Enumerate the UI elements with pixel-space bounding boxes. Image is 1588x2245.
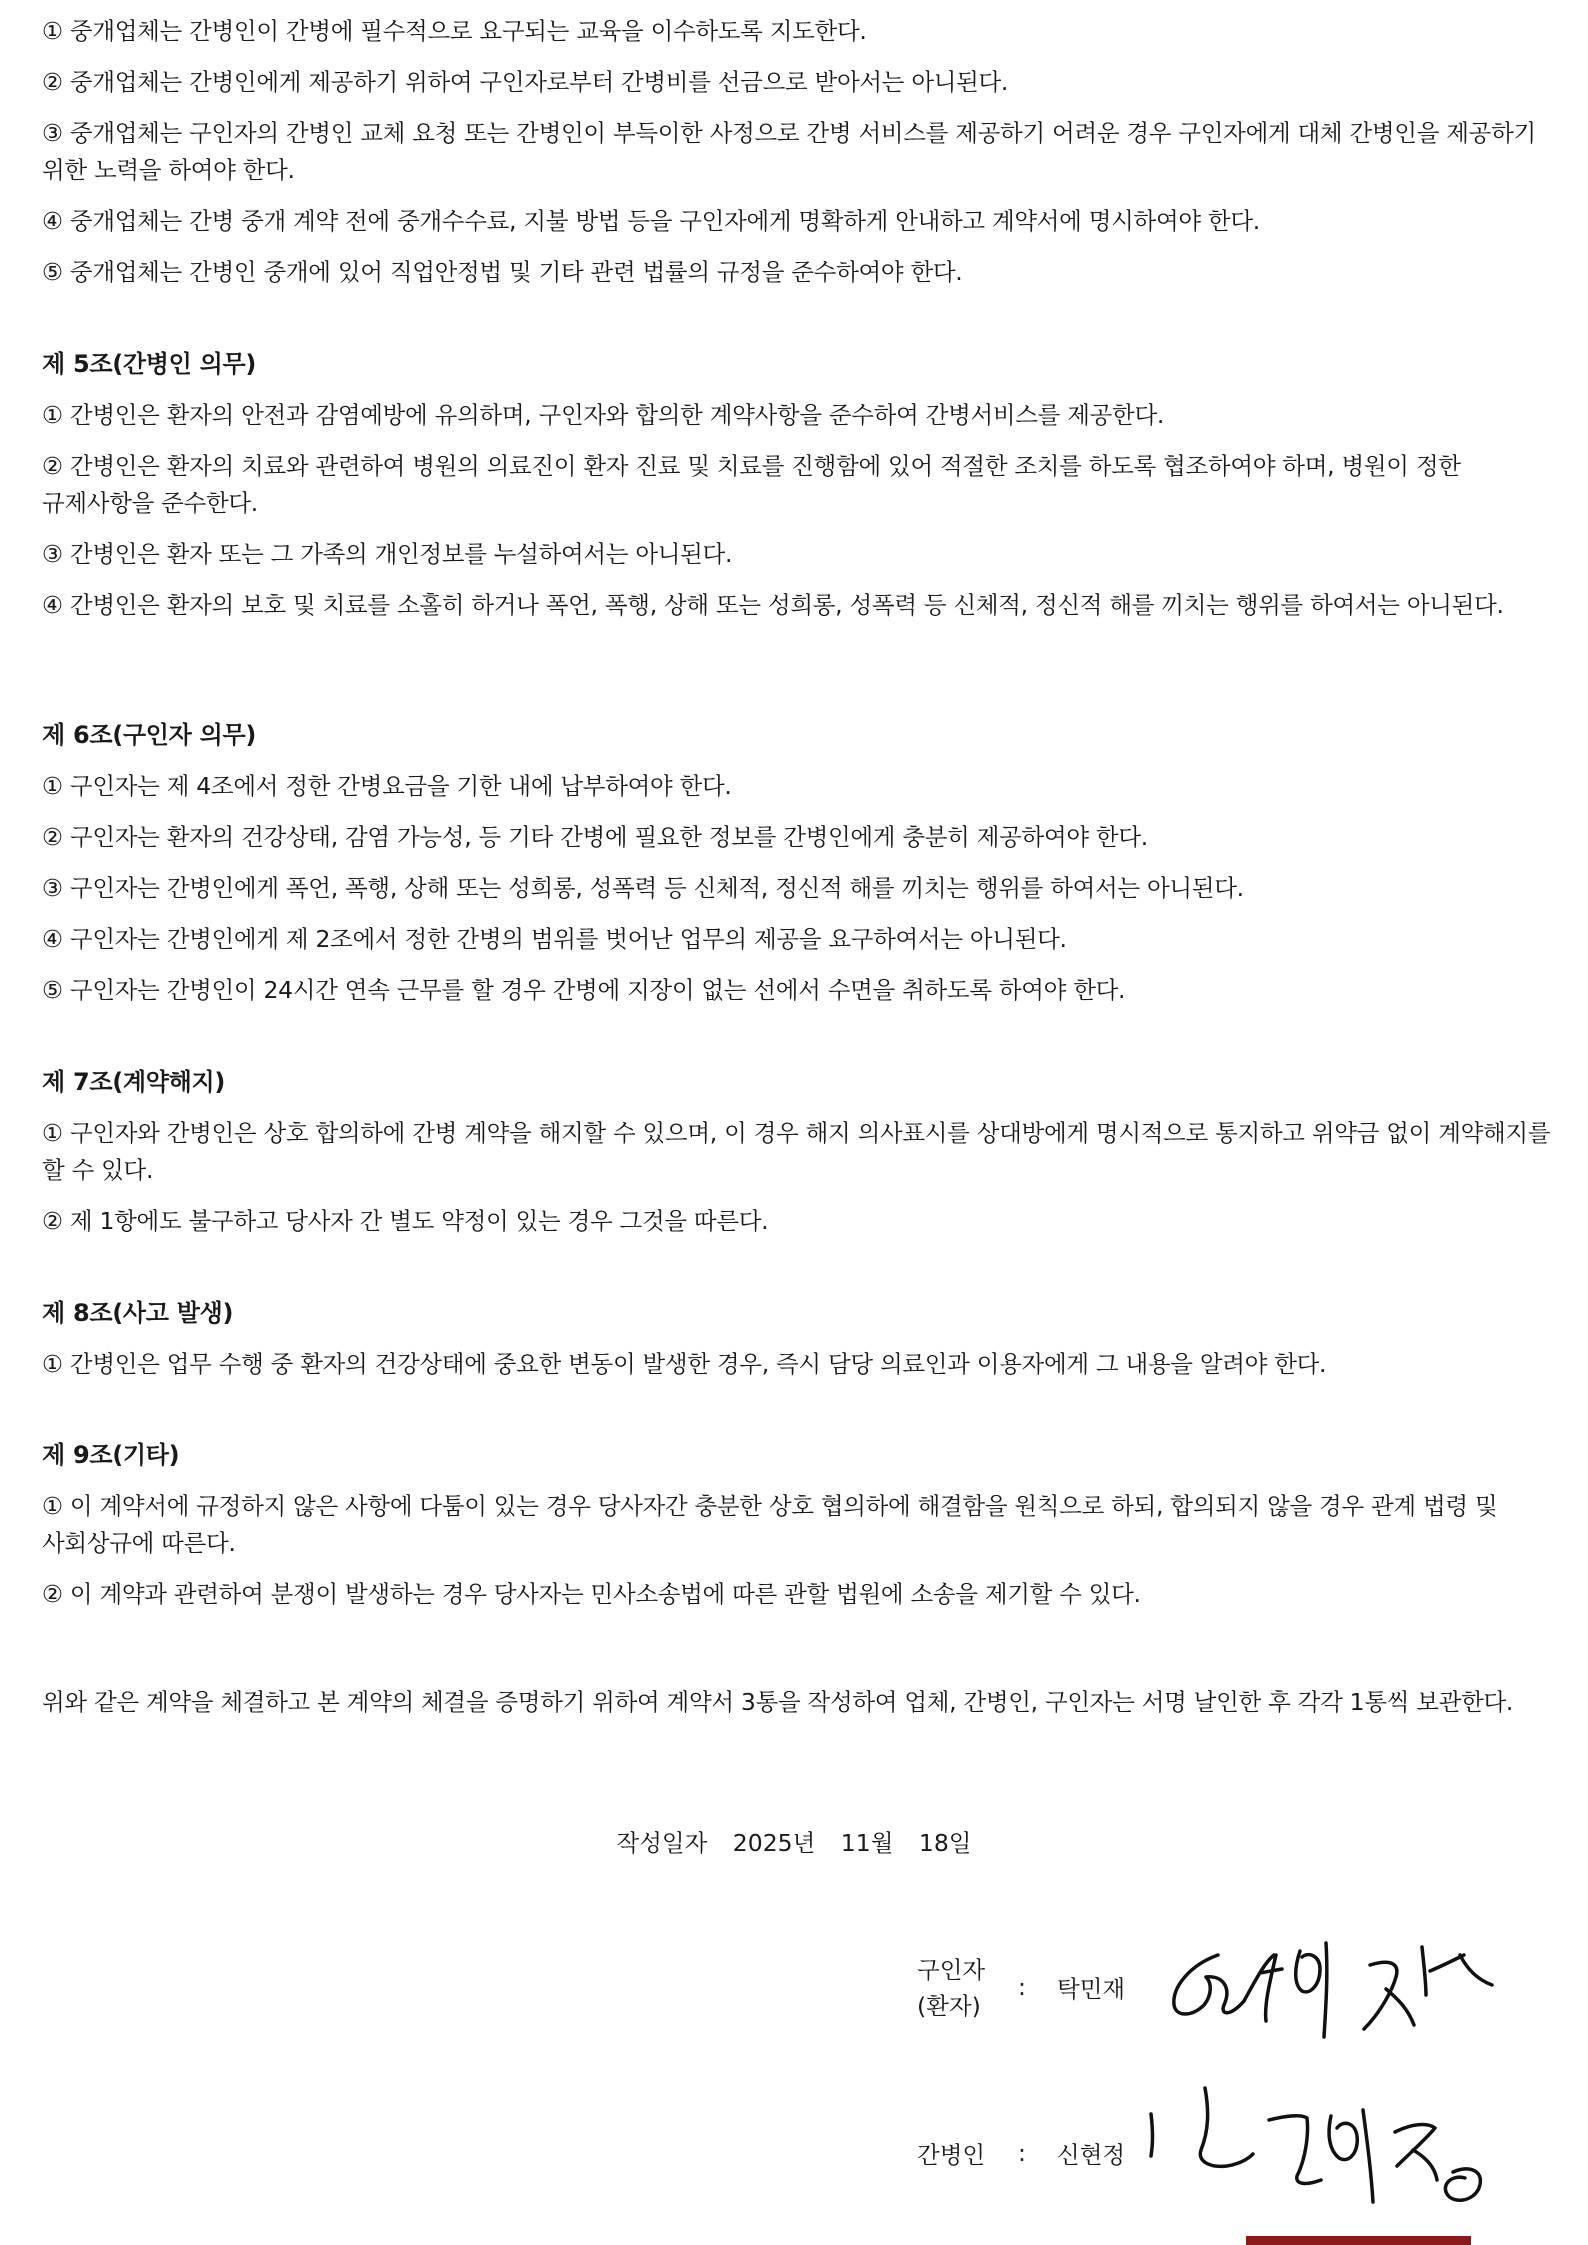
closing-statement: 위와 같은 계약을 체결하고 본 계약의 체결을 증명하기 위하여 계약서 3통을 작성하여 업체, 간병인, 구인자는 서명 날인한 후 각각 1통씩 보관한다. — [42, 1688, 1514, 1716]
clause: ⑤ 구인자는 간병인이 24시간 연속 근무를 할 경우 간병에 지장이 없는 선에서 수면을 취하도록 하여야 한다. — [42, 976, 1126, 1004]
clause: ② 이 계약과 관련하여 분쟁이 발생하는 경우 당사자는 민사소송법에 따른 관할 법원에 소송을 제기할 수 있다. — [42, 1580, 1141, 1608]
article-title: 제 9조(기타) — [42, 1441, 180, 1469]
clause: ④ 중개업체는 간병 중개 계약 전에 중개수수료, 지불 방법 등을 구인자에게 명확하게 안내하고 계약서에 명시하여야 한다. — [42, 207, 1260, 235]
clause: ⑤ 중개업체는 간병인 중개에 있어 직업안정법 및 기타 관련 법률의 규정을 준수하여야 한다. — [42, 258, 963, 286]
clause: ① 중개업체는 간병인이 간병에 필수적으로 요구되는 교육을 이수하도록 지도한다. — [42, 17, 867, 45]
client-label-line2: (환자) — [917, 1992, 981, 2020]
client-label-line1: 구인자 — [917, 1956, 986, 1984]
caregiver-colon: : — [1018, 2139, 1026, 2167]
clause: ① 구인자는 제 4조에서 정한 간병요금을 기한 내에 납부하여야 한다. — [42, 772, 732, 800]
clause: ④ 구인자는 간병인에게 제 2조에서 정한 간병의 범위를 벗어난 업무의 제공을 요구하여서는 아니된다. — [42, 925, 1067, 953]
clause: ① 간병인은 업무 수행 중 환자의 건강상태에 중요한 변동이 발생한 경우, 즉시 담당 의료인과 이용자에게 그 내용을 알려야 한다. — [42, 1350, 1327, 1378]
clause: ③ 간병인은 환자 또는 그 가족의 개인정보를 누설하여서는 아니된다. — [42, 540, 733, 568]
clause: ① 구인자와 간병인은 상호 합의하에 간병 계약을 해지할 수 있으며, 이 경우 해지 의사표시를 상대방에게 명시적으로 통지하고 위약금 없이 계약해지를 할 수 있다. — [42, 1119, 1551, 1184]
client-signature-image — [1160, 1925, 1520, 2045]
date-day: 18일 — [918, 1829, 972, 1857]
article-title: 제 7조(계약해지) — [42, 1068, 226, 1096]
article-title: 제 8조(사고 발생) — [42, 1299, 234, 1327]
page-bottom-bar — [1246, 2236, 1471, 2245]
article4-tail — [42, 13, 1552, 291]
clause: ② 간병인은 환자의 치료와 관련하여 병원의 의료진이 환자 진료 및 치료를 진행함에 있어 적절한 조치를 하도록 협조하여야 하며, 병원이 정한 규제사항을 준수한다. — [42, 452, 1461, 517]
clause: ② 중개업체는 간병인에게 제공하기 위하여 구인자로부터 간병비를 선금으로 받아서는 아니된다. — [42, 68, 1009, 96]
clause: ① 이 계약서에 규정하지 않은 사항에 다툼이 있는 경우 당사자간 충분한 상호 협의하에 해결함을 원칙으로 하되, 합의되지 않을 경우 관계 법령 및 사회상규에 따른다. — [42, 1492, 1498, 1557]
article-title: 제 5조(간병인 의무) — [42, 350, 257, 378]
article5 — [42, 346, 1552, 624]
caregiver-signature-image — [1135, 2080, 1515, 2220]
article6 — [42, 717, 1552, 1009]
article9 — [42, 1437, 1552, 1613]
date-year: 2025년 — [732, 1829, 816, 1857]
clause: ② 구인자는 환자의 건강상태, 감염 가능성, 등 기타 간병에 필요한 정보를 간병인에게 충분히 제공하여야 한다. — [42, 823, 1148, 851]
client-colon: : — [1018, 1973, 1026, 2001]
clause: ① 간병인은 환자의 안전과 감염예방에 유의하며, 구인자와 합의한 계약사항을 준수하여 간병서비스를 제공한다. — [42, 401, 1165, 429]
date-label: 작성일자 — [616, 1829, 708, 1857]
clause: ② 제 1항에도 불구하고 당사자 간 별도 약정이 있는 경우 그것을 따른다. — [42, 1207, 769, 1235]
clause: ③ 중개업체는 구인자의 간병인 교체 요청 또는 간병인이 부득이한 사정으로 간병 서비스를 제공하기 어려운 경우 구인자에게 대체 간병인을 제공하기 위한 노력을 하여야 한다. — [42, 119, 1536, 184]
date-line — [0, 1825, 1588, 1862]
article-title: 제 6조(구인자 의무) — [42, 721, 257, 749]
date-month: 11월 — [840, 1829, 894, 1857]
article7 — [42, 1064, 1552, 1240]
client-label — [917, 1952, 985, 2024]
clause: ③ 구인자는 간병인에게 폭언, 폭행, 상해 또는 성희롱, 성폭력 등 신체적, 정신적 해를 끼치는 행위를 하여서는 아니된다. — [42, 874, 1244, 902]
article8 — [42, 1295, 1552, 1383]
clause: ④ 간병인은 환자의 보호 및 치료를 소홀히 하거나 폭언, 폭행, 상해 또는 성희롱, 성폭력 등 신체적, 정신적 해를 끼치는 행위를 하여서는 아니된다. — [42, 591, 1504, 619]
caregiver-name: 신현정 — [1057, 2141, 1126, 2169]
caregiver-label: 간병인 — [917, 2141, 986, 2169]
client-name: 탁민재 — [1057, 1975, 1126, 2003]
